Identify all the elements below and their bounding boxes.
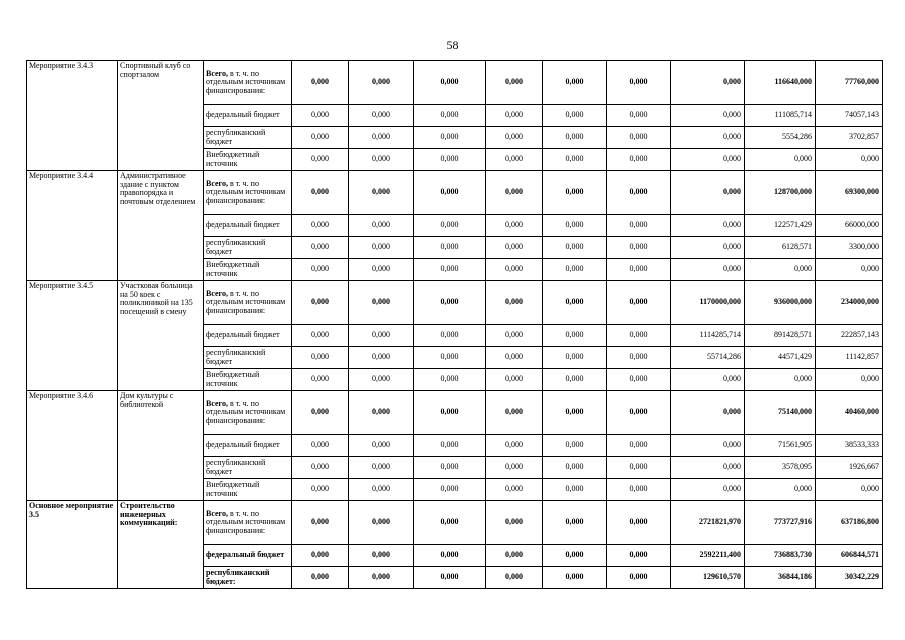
value-cell: 30342,229 bbox=[816, 567, 883, 589]
value-cell: 0,000 bbox=[292, 567, 349, 589]
value-cell: 0,000 bbox=[543, 215, 607, 237]
value-cell: 0,000 bbox=[292, 391, 349, 435]
value-cell: 0,000 bbox=[292, 369, 349, 391]
value-cell: 6128,571 bbox=[745, 237, 816, 259]
funding-source-cell bbox=[204, 237, 292, 259]
event-cell: Мероприятие 3.4.4 bbox=[27, 171, 118, 281]
event-name-cell: Участковая больница на 50 коек с поликлиникой на 135 посещений в смену bbox=[118, 281, 204, 391]
value-cell: 0,000 bbox=[414, 281, 486, 325]
value-cell: 0,000 bbox=[486, 259, 543, 281]
value-cell: 0,000 bbox=[671, 149, 745, 171]
value-cell: 3578,095 bbox=[745, 457, 816, 479]
value-cell: 0,000 bbox=[414, 369, 486, 391]
value-cell: 0,000 bbox=[543, 347, 607, 369]
value-cell: 0,000 bbox=[486, 171, 543, 215]
funding-source-cell bbox=[204, 61, 292, 105]
funding-source-cell bbox=[204, 171, 292, 215]
value-cell: 0,000 bbox=[292, 237, 349, 259]
value-cell: 0,000 bbox=[543, 369, 607, 391]
value-cell: 0,000 bbox=[671, 215, 745, 237]
funding-source-text: федеральный бюджет bbox=[206, 330, 280, 340]
value-cell: 0,000 bbox=[486, 149, 543, 171]
value-cell: 0,000 bbox=[349, 567, 414, 589]
value-cell: 0,000 bbox=[414, 127, 486, 149]
value-cell: 0,000 bbox=[414, 325, 486, 347]
value-cell: 0,000 bbox=[543, 105, 607, 127]
funding-source-cell bbox=[204, 369, 292, 391]
value-cell: 74057,143 bbox=[816, 105, 883, 127]
financing-table bbox=[26, 60, 883, 589]
value-cell: 0,000 bbox=[607, 149, 671, 171]
value-cell: 0,000 bbox=[816, 479, 883, 501]
value-cell: 0,000 bbox=[349, 435, 414, 457]
value-cell: 0,000 bbox=[414, 435, 486, 457]
funding-source-text: Внебюджетный источник bbox=[206, 149, 260, 168]
funding-source-cell bbox=[204, 545, 292, 567]
table-row bbox=[27, 61, 883, 105]
value-cell: 44571,429 bbox=[745, 347, 816, 369]
value-cell: 0,000 bbox=[671, 171, 745, 215]
value-cell: 0,000 bbox=[414, 347, 486, 369]
value-cell: 75140,000 bbox=[745, 391, 816, 435]
value-cell: 0,000 bbox=[486, 61, 543, 105]
value-cell: 0,000 bbox=[671, 259, 745, 281]
value-cell: 0,000 bbox=[292, 325, 349, 347]
funding-source-text: в т. ч. по отдельным источникам финансирования: bbox=[206, 288, 286, 315]
value-cell: 0,000 bbox=[607, 259, 671, 281]
funding-source-text: федеральный бюджет bbox=[206, 220, 280, 230]
value-cell: 0,000 bbox=[543, 501, 607, 545]
value-cell: 1114285,714 bbox=[671, 325, 745, 347]
funding-source-cell bbox=[204, 457, 292, 479]
value-cell: 0,000 bbox=[671, 105, 745, 127]
value-cell: 0,000 bbox=[349, 127, 414, 149]
value-cell: 0,000 bbox=[671, 457, 745, 479]
funding-source-bold: Всего, bbox=[206, 68, 228, 78]
value-cell: 0,000 bbox=[486, 435, 543, 457]
value-cell: 0,000 bbox=[349, 171, 414, 215]
value-cell: 936000,000 bbox=[745, 281, 816, 325]
funding-source-bold: федеральный бюджет bbox=[206, 550, 285, 560]
value-cell: 0,000 bbox=[486, 237, 543, 259]
value-cell: 3300,000 bbox=[816, 237, 883, 259]
value-cell: 66000,000 bbox=[816, 215, 883, 237]
value-cell: 0,000 bbox=[543, 545, 607, 567]
value-cell: 0,000 bbox=[486, 545, 543, 567]
value-cell: 0,000 bbox=[816, 259, 883, 281]
value-cell: 0,000 bbox=[292, 435, 349, 457]
value-cell: 129610,570 bbox=[671, 567, 745, 589]
value-cell: 1170000,000 bbox=[671, 281, 745, 325]
funding-source-cell bbox=[204, 347, 292, 369]
value-cell: 0,000 bbox=[543, 237, 607, 259]
value-cell: 0,000 bbox=[486, 501, 543, 545]
value-cell: 0,000 bbox=[671, 479, 745, 501]
funding-source-cell bbox=[204, 501, 292, 545]
value-cell: 0,000 bbox=[349, 369, 414, 391]
value-cell: 0,000 bbox=[745, 259, 816, 281]
value-cell: 0,000 bbox=[349, 215, 414, 237]
value-cell: 77760,000 bbox=[816, 61, 883, 105]
value-cell: 0,000 bbox=[671, 237, 745, 259]
event-cell: Основное мероприятие 3.5 bbox=[27, 501, 118, 589]
value-cell: 0,000 bbox=[607, 479, 671, 501]
table-body bbox=[27, 61, 883, 589]
value-cell: 0,000 bbox=[607, 61, 671, 105]
value-cell: 128700,000 bbox=[745, 171, 816, 215]
value-cell: 0,000 bbox=[349, 237, 414, 259]
value-cell: 0,000 bbox=[607, 391, 671, 435]
value-cell: 0,000 bbox=[816, 149, 883, 171]
value-cell: 0,000 bbox=[543, 391, 607, 435]
value-cell: 0,000 bbox=[543, 567, 607, 589]
value-cell: 637186,800 bbox=[816, 501, 883, 545]
funding-source-cell bbox=[204, 435, 292, 457]
funding-source-text: Внебюджетный источник bbox=[206, 259, 260, 278]
value-cell: 0,000 bbox=[349, 391, 414, 435]
table-row bbox=[27, 391, 883, 435]
value-cell: 0,000 bbox=[543, 171, 607, 215]
value-cell: 0,000 bbox=[486, 391, 543, 435]
value-cell: 0,000 bbox=[349, 281, 414, 325]
value-cell: 0,000 bbox=[292, 281, 349, 325]
funding-source-cell bbox=[204, 105, 292, 127]
value-cell: 0,000 bbox=[292, 127, 349, 149]
table-row bbox=[27, 281, 883, 325]
funding-source-text: республиканский бюджет bbox=[206, 457, 266, 476]
value-cell: 11142,857 bbox=[816, 347, 883, 369]
value-cell: 0,000 bbox=[414, 149, 486, 171]
value-cell: 0,000 bbox=[414, 171, 486, 215]
value-cell: 0,000 bbox=[414, 259, 486, 281]
value-cell: 0,000 bbox=[543, 435, 607, 457]
value-cell: 0,000 bbox=[607, 215, 671, 237]
value-cell: 0,000 bbox=[816, 369, 883, 391]
value-cell: 0,000 bbox=[671, 369, 745, 391]
funding-source-text: федеральный бюджет bbox=[206, 440, 280, 450]
value-cell: 5554,286 bbox=[745, 127, 816, 149]
value-cell: 0,000 bbox=[292, 347, 349, 369]
event-name-cell: Дом культуры с библиотекой bbox=[118, 391, 204, 501]
value-cell: 0,000 bbox=[414, 61, 486, 105]
value-cell: 0,000 bbox=[414, 545, 486, 567]
funding-source-bold: Всего, bbox=[206, 398, 228, 408]
value-cell: 0,000 bbox=[745, 479, 816, 501]
value-cell: 40460,000 bbox=[816, 391, 883, 435]
value-cell: 0,000 bbox=[292, 259, 349, 281]
value-cell: 2592211,400 bbox=[671, 545, 745, 567]
funding-source-text: в т. ч. по отдельным источникам финансирования: bbox=[206, 68, 286, 95]
value-cell: 0,000 bbox=[349, 149, 414, 171]
value-cell: 0,000 bbox=[607, 457, 671, 479]
value-cell: 0,000 bbox=[486, 369, 543, 391]
funding-source-text: республиканский бюджет bbox=[206, 127, 266, 146]
table-row bbox=[27, 501, 883, 545]
value-cell: 0,000 bbox=[607, 281, 671, 325]
value-cell: 0,000 bbox=[292, 105, 349, 127]
funding-source-cell bbox=[204, 325, 292, 347]
value-cell: 0,000 bbox=[414, 567, 486, 589]
value-cell: 0,000 bbox=[607, 435, 671, 457]
value-cell: 0,000 bbox=[486, 325, 543, 347]
value-cell: 0,000 bbox=[292, 215, 349, 237]
value-cell: 0,000 bbox=[543, 149, 607, 171]
value-cell: 0,000 bbox=[543, 457, 607, 479]
event-cell: Мероприятие 3.4.6 bbox=[27, 391, 118, 501]
value-cell: 116640,000 bbox=[745, 61, 816, 105]
value-cell: 0,000 bbox=[292, 545, 349, 567]
funding-source-cell bbox=[204, 567, 292, 589]
value-cell: 0,000 bbox=[349, 61, 414, 105]
funding-source-text: в т. ч. по отдельным источникам финансирования: bbox=[206, 178, 286, 205]
value-cell: 0,000 bbox=[349, 259, 414, 281]
funding-source-text: республиканский бюджет bbox=[206, 237, 266, 256]
value-cell: 0,000 bbox=[349, 105, 414, 127]
funding-source-text: в т. ч. по отдельным источникам финансирования: bbox=[206, 398, 286, 425]
funding-source-cell bbox=[204, 215, 292, 237]
funding-source-cell bbox=[204, 259, 292, 281]
value-cell: 2721821,970 bbox=[671, 501, 745, 545]
value-cell: 0,000 bbox=[414, 105, 486, 127]
value-cell: 0,000 bbox=[349, 501, 414, 545]
value-cell: 0,000 bbox=[607, 171, 671, 215]
value-cell: 0,000 bbox=[292, 457, 349, 479]
value-cell: 0,000 bbox=[745, 149, 816, 171]
value-cell: 111085,714 bbox=[745, 105, 816, 127]
value-cell: 0,000 bbox=[349, 479, 414, 501]
value-cell: 0,000 bbox=[543, 61, 607, 105]
event-name-cell: Строительство инженерных коммуникаций: bbox=[118, 501, 204, 589]
value-cell: 0,000 bbox=[671, 61, 745, 105]
value-cell: 0,000 bbox=[607, 567, 671, 589]
funding-source-cell bbox=[204, 479, 292, 501]
funding-source-text: федеральный бюджет bbox=[206, 110, 280, 120]
value-cell: 0,000 bbox=[349, 347, 414, 369]
page-number: 58 bbox=[446, 38, 459, 52]
funding-source-text: республиканский бюджет bbox=[206, 347, 266, 366]
funding-source-bold: Всего, bbox=[206, 288, 228, 298]
value-cell: 0,000 bbox=[414, 215, 486, 237]
funding-source-bold: республиканский бюджет: bbox=[206, 567, 270, 586]
value-cell: 0,000 bbox=[486, 215, 543, 237]
value-cell: 0,000 bbox=[349, 545, 414, 567]
value-cell: 0,000 bbox=[607, 369, 671, 391]
value-cell: 0,000 bbox=[292, 479, 349, 501]
funding-source-text: Внебюджетный источник bbox=[206, 369, 260, 388]
funding-source-bold: Всего, bbox=[206, 508, 228, 518]
value-cell: 0,000 bbox=[414, 237, 486, 259]
value-cell: 0,000 bbox=[349, 457, 414, 479]
value-cell: 0,000 bbox=[414, 479, 486, 501]
value-cell: 0,000 bbox=[745, 369, 816, 391]
value-cell: 891428,571 bbox=[745, 325, 816, 347]
value-cell: 0,000 bbox=[486, 347, 543, 369]
value-cell: 0,000 bbox=[607, 501, 671, 545]
value-cell: 0,000 bbox=[414, 391, 486, 435]
value-cell: 0,000 bbox=[543, 325, 607, 347]
value-cell: 1926,667 bbox=[816, 457, 883, 479]
value-cell: 0,000 bbox=[671, 435, 745, 457]
value-cell: 122571,429 bbox=[745, 215, 816, 237]
value-cell: 0,000 bbox=[486, 479, 543, 501]
value-cell: 0,000 bbox=[486, 281, 543, 325]
event-cell: Мероприятие 3.4.3 bbox=[27, 61, 118, 171]
funding-source-text: в т. ч. по отдельным источникам финансирования: bbox=[206, 508, 286, 535]
funding-source-cell bbox=[204, 281, 292, 325]
value-cell: 0,000 bbox=[543, 259, 607, 281]
value-cell: 0,000 bbox=[292, 149, 349, 171]
value-cell: 0,000 bbox=[543, 479, 607, 501]
table-row bbox=[27, 171, 883, 215]
value-cell: 0,000 bbox=[607, 347, 671, 369]
value-cell: 0,000 bbox=[486, 567, 543, 589]
value-cell: 234000,000 bbox=[816, 281, 883, 325]
value-cell: 0,000 bbox=[486, 127, 543, 149]
funding-source-bold: Всего, bbox=[206, 178, 228, 188]
value-cell: 222857,143 bbox=[816, 325, 883, 347]
value-cell: 0,000 bbox=[414, 457, 486, 479]
value-cell: 55714,286 bbox=[671, 347, 745, 369]
value-cell: 773727,916 bbox=[745, 501, 816, 545]
value-cell: 0,000 bbox=[349, 325, 414, 347]
value-cell: 38533,333 bbox=[816, 435, 883, 457]
value-cell: 0,000 bbox=[292, 61, 349, 105]
value-cell: 0,000 bbox=[607, 127, 671, 149]
value-cell: 0,000 bbox=[486, 105, 543, 127]
value-cell: 0,000 bbox=[607, 237, 671, 259]
value-cell: 0,000 bbox=[607, 325, 671, 347]
value-cell: 0,000 bbox=[607, 105, 671, 127]
value-cell: 0,000 bbox=[414, 501, 486, 545]
value-cell: 0,000 bbox=[543, 281, 607, 325]
value-cell: 0,000 bbox=[486, 457, 543, 479]
value-cell: 736883,730 bbox=[745, 545, 816, 567]
funding-source-cell bbox=[204, 149, 292, 171]
event-name-cell: Спортивный клуб со спортзалом bbox=[118, 61, 204, 171]
funding-source-text: Внебюджетный источник bbox=[206, 479, 260, 498]
value-cell: 0,000 bbox=[543, 127, 607, 149]
value-cell: 69300,000 bbox=[816, 171, 883, 215]
value-cell: 0,000 bbox=[607, 545, 671, 567]
event-name-cell: Административное здание с пунктом правопорядка и почтовым отделением bbox=[118, 171, 204, 281]
funding-source-cell bbox=[204, 391, 292, 435]
value-cell: 0,000 bbox=[292, 171, 349, 215]
value-cell: 3702,857 bbox=[816, 127, 883, 149]
value-cell: 0,000 bbox=[671, 391, 745, 435]
value-cell: 36844,186 bbox=[745, 567, 816, 589]
event-cell: Мероприятие 3.4.5 bbox=[27, 281, 118, 391]
funding-source-cell bbox=[204, 127, 292, 149]
value-cell: 606844,571 bbox=[816, 545, 883, 567]
value-cell: 0,000 bbox=[292, 501, 349, 545]
value-cell: 0,000 bbox=[671, 127, 745, 149]
value-cell: 71561,905 bbox=[745, 435, 816, 457]
